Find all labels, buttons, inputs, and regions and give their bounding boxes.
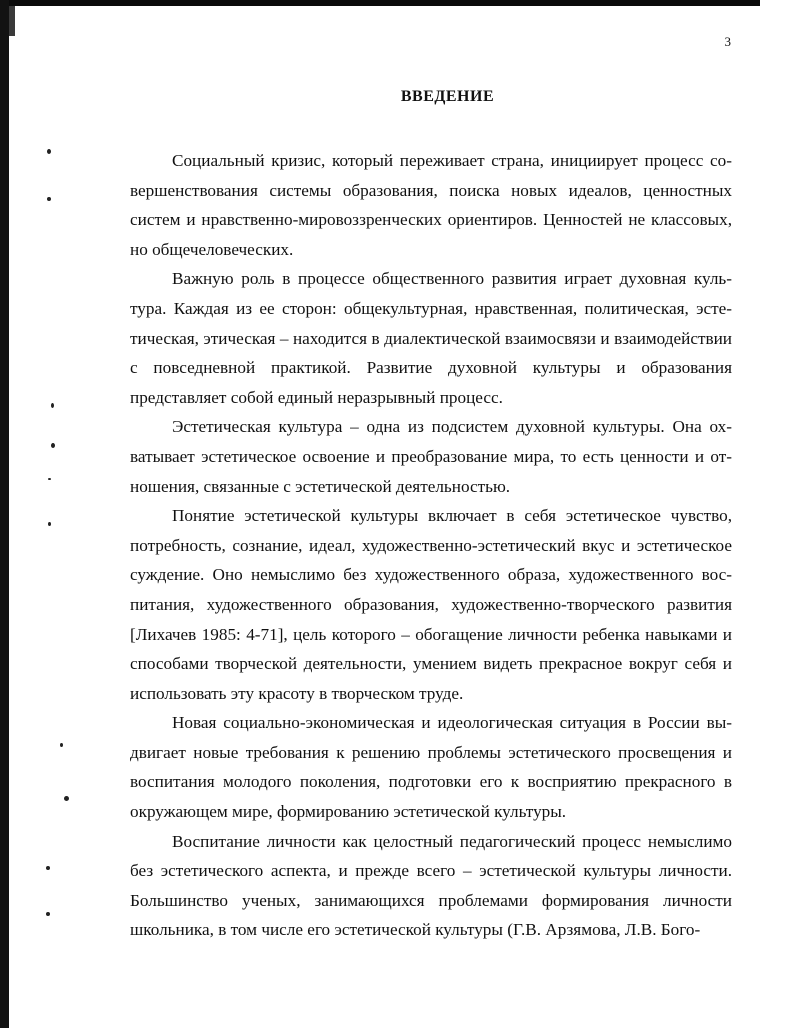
paragraph: Социальный кризис, который переживает страна, инициирует процесс совершенствования системы образования, поиска новых идеалов, ценностных систем и нравственно-мировоззренческих ориентиров. Ценностей не классовых, но общечеловеческих. [130,151,732,259]
page-number: 3 [724,34,731,49]
scan-speck [48,522,51,526]
page-title: ВВЕДЕНИЕ [400,88,495,105]
scan-speck [47,197,51,201]
paragraph: Понятие эстетической культуры включает в себя эстетическое чувство, потребность, сознание, идеал, художественно-эстетический вкус и эстетическое суждение. Оно немыслимо без художественного образа, художественного воспитания, художественного образования, художественно-творческого развития [Лихачев 1985: 4-71], цель которого – обогащение личности ребенка навыками и способами творческой деятельности, умением видеть прекрасное вокруг себя и использовать эту красоту в творческом труде. [130,506,732,703]
scan-border-top [0,0,760,6]
paragraph: Эстетическая культура – одна из подсистем духовной культуры. Она охватывает эстетическое освоение и преобразование мира, то есть ценности и отношения, связанные с эстетической деятельностью. [130,417,732,496]
scan-speck [60,743,63,747]
scan-speck [46,912,50,916]
scan-speck [64,796,69,801]
body-text [130,146,732,945]
scan-border-left [0,0,9,1028]
scan-speck [48,478,51,480]
paragraph: Важную роль в процессе общественного развития играет духовная культура. Каждая из ее сторон: общекультурная, нравственная, политическая, эстетическая, этическая – находится в диалектической взаимосвязи и взаимодействии с повседневной практикой. Развитие духовной культуры и образования представляет собой единый неразрывный процесс. [130,269,732,407]
scan-speck [47,149,51,154]
scan-speck [51,403,54,408]
paragraph: Новая социально-экономическая и идеологическая ситуация в России выдвигает новые требования к решению проблемы эстетического просвещения и воспитания молодого поколения, подготовки его к восприятию прекрасного в окружающем мире, формированию эстетической культуры. [130,713,732,822]
scan-speck [51,443,55,448]
scan-speck [46,866,50,870]
paragraph: Воспитание личности как целостный педагогический процесс немыслимо без эстетического аспекта, и прежде всего – эстетической культуры личности. Большинство ученых, занимающихся проблемами формирования личности школьника, в том числе его эстетической культуры (Г.В. Арзямова, Л.В. Бого- [130,831,732,940]
scan-border-shadow [9,6,15,36]
